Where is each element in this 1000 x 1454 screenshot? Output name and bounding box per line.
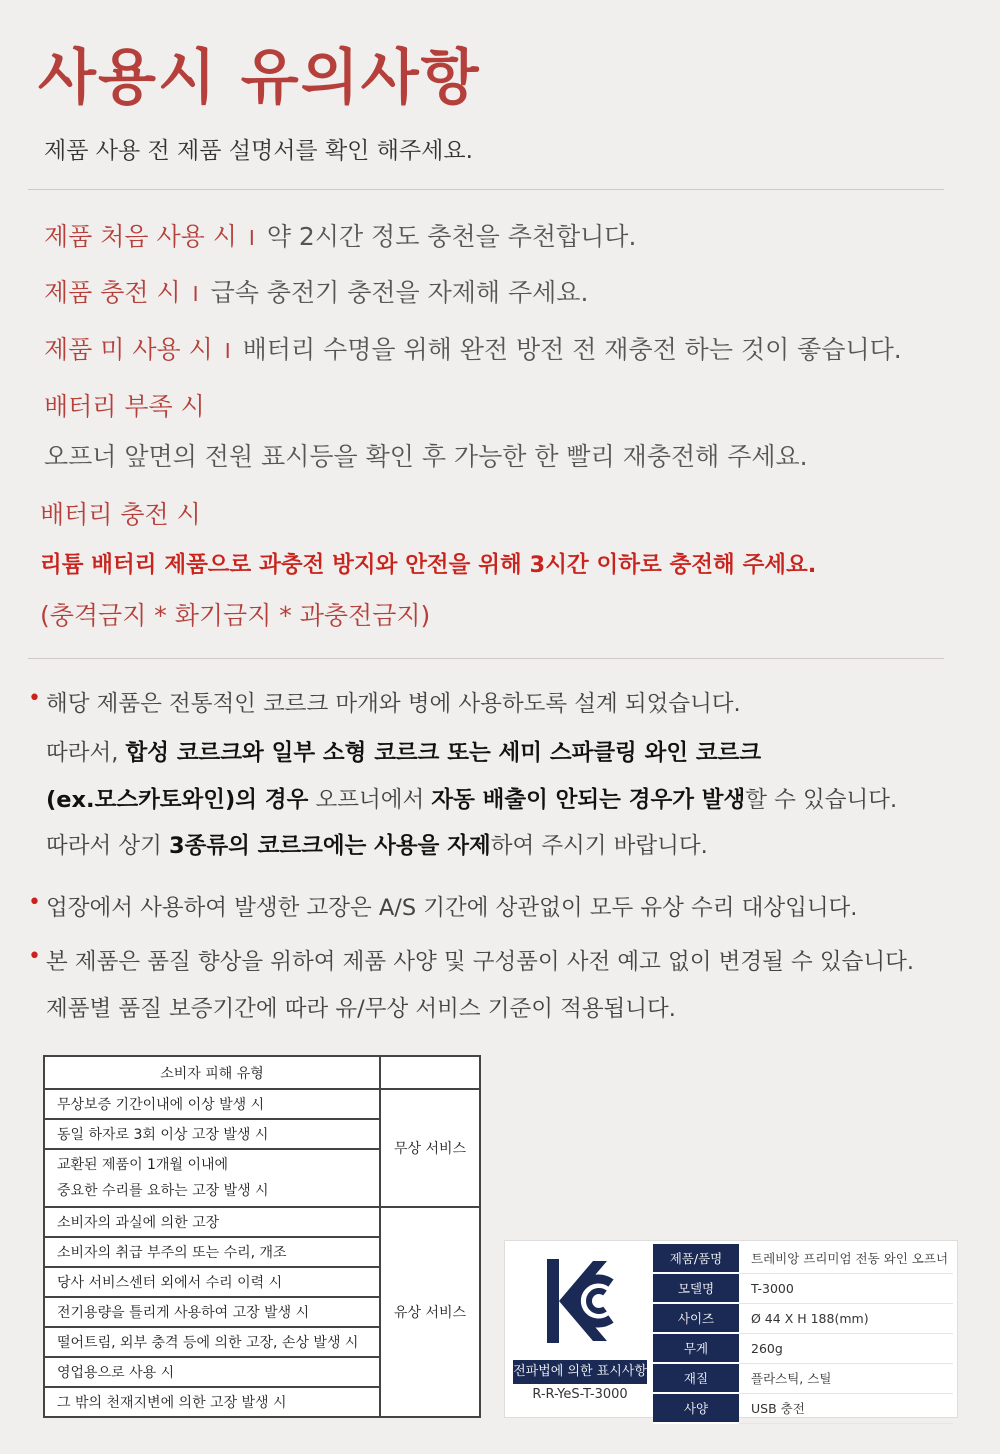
- bullet-cork-line4: 따라서 상기 3종류의 코르크에는 사용을 자제하여 주시기 바랍니다.: [46, 833, 708, 859]
- notice-first-use: [44, 217, 636, 253]
- battery-charge-label: 배터리 충전 시: [40, 500, 201, 529]
- spec-row: 사이즈 Ø 44 X H 188(mm): [653, 1303, 953, 1333]
- bullet-cork-line2: 따라서, 합성 코르크와 일부 소형 코르크 또는 세미 스파클링 와인 코르크: [46, 740, 762, 766]
- kc-certification-box: [504, 1240, 958, 1418]
- spec-row: 제품/품명 트레비앙 프리미엄 전동 와인 오프너: [653, 1244, 953, 1273]
- table-row: 그 밖의 천재지변에 의한 고장 발생 시: [44, 1387, 380, 1417]
- page-subtitle: 제품 사용 전 제품 설명서를 확인 해주세요.: [44, 138, 473, 164]
- notice-text: 배터리 수명을 위해 완전 방전 전 재충전 하는 것이 좋습니다.: [242, 335, 902, 364]
- damage-type-table: [43, 1055, 481, 1418]
- table-row: 떨어트림, 외부 충격 등에 의한 고장, 손상 발생 시: [44, 1327, 380, 1357]
- notice-label: 제품 처음 사용 시: [44, 222, 237, 251]
- table-row: 소비자의 과실에 의한 고장: [44, 1207, 380, 1237]
- bullet-dot-icon: •: [28, 890, 41, 915]
- bullet-dot-icon: •: [28, 944, 41, 969]
- bullet-cork-line3: (ex.모스카토와인)의 경우 오프너에서 자동 배출이 안되는 경우가 발생할 수 있습니다.: [46, 787, 898, 813]
- notice-separator: I: [224, 339, 231, 363]
- battery-low-label: 배터리 부족 시: [44, 392, 205, 421]
- notice-text: 약 2시간 정도 충천을 추천합니다.: [266, 222, 637, 251]
- kc-mark-icon: [545, 1255, 615, 1347]
- bullet-cork-line1: • 해당 제품은 전통적인 코르크 마개와 병에 사용하도록 설계 되었습니다.: [28, 686, 741, 717]
- battery-charge-prohibit: (충격금지 * 화기금지 * 과충전금지): [40, 601, 431, 630]
- table-row: 교환된 제품이 1개월 이내에 중요한 수리를 요하는 고장 발생 시: [44, 1149, 380, 1207]
- notice-label: 제품 미 사용 시: [44, 335, 213, 364]
- page-title: 사용시 유의사항: [38, 43, 481, 113]
- divider-middle: [28, 658, 944, 659]
- free-service-cell: 무상 서비스: [380, 1089, 480, 1207]
- spec-row: 모델명 T-3000: [653, 1273, 953, 1303]
- notice-text: 급속 충전기 충전을 자제해 주세요.: [210, 278, 589, 307]
- spec-row: 재질 플라스틱, 스틸: [653, 1363, 953, 1393]
- divider-top: [28, 189, 944, 190]
- bullet-spec-change-line2: 제품별 품질 보증기간에 따라 유/무상 서비스 기준이 적용됩니다.: [46, 996, 676, 1022]
- table-row: 전기용량을 틀리게 사용하여 고장 발생 시: [44, 1297, 380, 1327]
- bullet-dot-icon: •: [28, 686, 41, 711]
- spec-row: 사양 USB 충전: [653, 1393, 953, 1423]
- notice-unused: [44, 330, 902, 366]
- spec-table: [653, 1244, 953, 1424]
- table-row: 당사 서비스센터 외에서 수리 이력 시: [44, 1267, 380, 1297]
- table-row: 소비자의 취급 부주의 또는 수리, 개조: [44, 1237, 380, 1267]
- bullet-spec-change-line1: • 본 제품은 품질 향상을 위하여 제품 사양 및 구성품이 사전 예고 없이 변경될 수 있습니다.: [28, 944, 915, 975]
- battery-low-text: 오프너 앞면의 전원 표시등을 확인 후 가능한 한 빨리 재충전해 주세요.: [44, 442, 808, 471]
- table-header-empty: [380, 1056, 480, 1089]
- notice-charging: [44, 273, 588, 309]
- table-row: 동일 하자로 3회 이상 고장 발생 시: [44, 1119, 380, 1149]
- notice-separator: I: [248, 226, 255, 250]
- table-header: 소비자 피해 유형: [44, 1056, 380, 1089]
- kc-code: R-R-YeS-T-3000: [532, 1387, 628, 1402]
- notice-label: 제품 충전 시: [44, 278, 181, 307]
- notice-separator: I: [192, 282, 199, 306]
- battery-charge-warning: 리튬 배터리 제품으로 과충전 방지와 안전을 위해 3시간 이하로 충전해 주세요.: [40, 552, 817, 578]
- spec-row: 무게 260g: [653, 1333, 953, 1363]
- kc-caption: 전파법에 의한 표시사항: [513, 1360, 647, 1384]
- bullet-business-use: • 업장에서 사용하여 발생한 고장은 A/S 기간에 상관없이 모두 유상 수리 대상입니다.: [28, 890, 858, 921]
- paid-service-cell: 유상 서비스: [380, 1207, 480, 1417]
- table-row: 무상보증 기간이내에 이상 발생 시: [44, 1089, 380, 1119]
- table-row: 영업용으로 사용 시: [44, 1357, 380, 1387]
